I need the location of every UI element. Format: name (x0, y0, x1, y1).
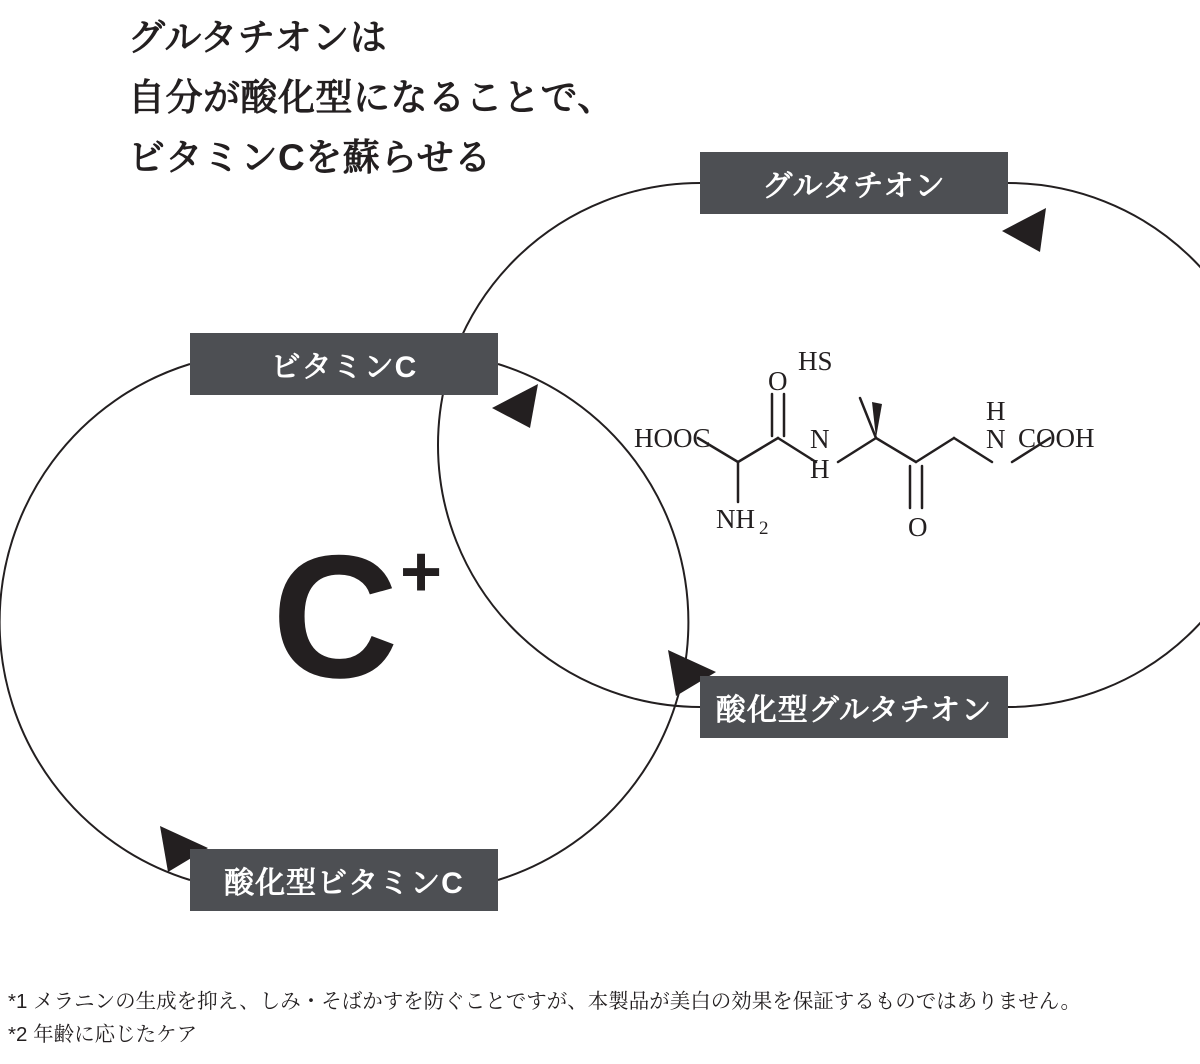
molecule-label-cooh: COOH (1018, 423, 1095, 453)
vitamin-c-glyph-superscript: + (400, 532, 443, 612)
node-oxidized-vitamin-c (190, 849, 498, 911)
node-vitamin-c (190, 333, 498, 395)
arrowhead-to-glutathione (1002, 208, 1046, 252)
molecule-label-o-right: O (908, 512, 928, 542)
footnote-1: *1 メラニンの生成を抑え、しみ・そばかすを防ぐことですが、本製品が美白の効果を保証するものではありません。 (8, 990, 1082, 1013)
molecule-label-o-left: O (768, 366, 788, 396)
left-cycle-arc-down (0, 364, 190, 880)
molecule-label-nh2: NH (716, 504, 755, 534)
molecule-label-hs: HS (798, 350, 833, 376)
molecule-label-n-left: N (810, 424, 830, 454)
vitamin-c-glyph (272, 520, 492, 715)
node-vitamin-c-label: ビタミンC (270, 351, 418, 384)
vitamin-c-glyph-letter: C (272, 520, 395, 715)
headline-line-2: 自分が酸化型になることで、 (128, 76, 615, 118)
headline-line-3: ビタミンCを蘇らせる (128, 136, 492, 178)
molecule-label-n-right: N (986, 424, 1006, 454)
arrowhead-to-vitamin-c (492, 384, 538, 428)
glutathione-molecule-icon (620, 350, 1100, 550)
molecule-label-h-left: H (810, 454, 830, 484)
node-glutathione (700, 152, 1008, 214)
node-oxidized-glutathione (700, 676, 1008, 738)
footnote-2: *2 年齢に応じたケア (8, 1023, 198, 1047)
footnotes (8, 985, 1192, 1051)
node-oxidized-glutathione-label: 酸化型グルタチオン (715, 694, 993, 727)
headline-line-1: グルタチオンは (128, 17, 388, 58)
molecule-label-hooc: HOOC (634, 423, 711, 453)
node-oxidized-vitamin-c-label: 酸化型ビタミンC (224, 867, 464, 900)
molecule-label-nh2-subscript: 2 (759, 518, 769, 539)
node-glutathione-label: グルタチオン (762, 170, 946, 203)
molecule-label-h-right: H (986, 396, 1006, 426)
